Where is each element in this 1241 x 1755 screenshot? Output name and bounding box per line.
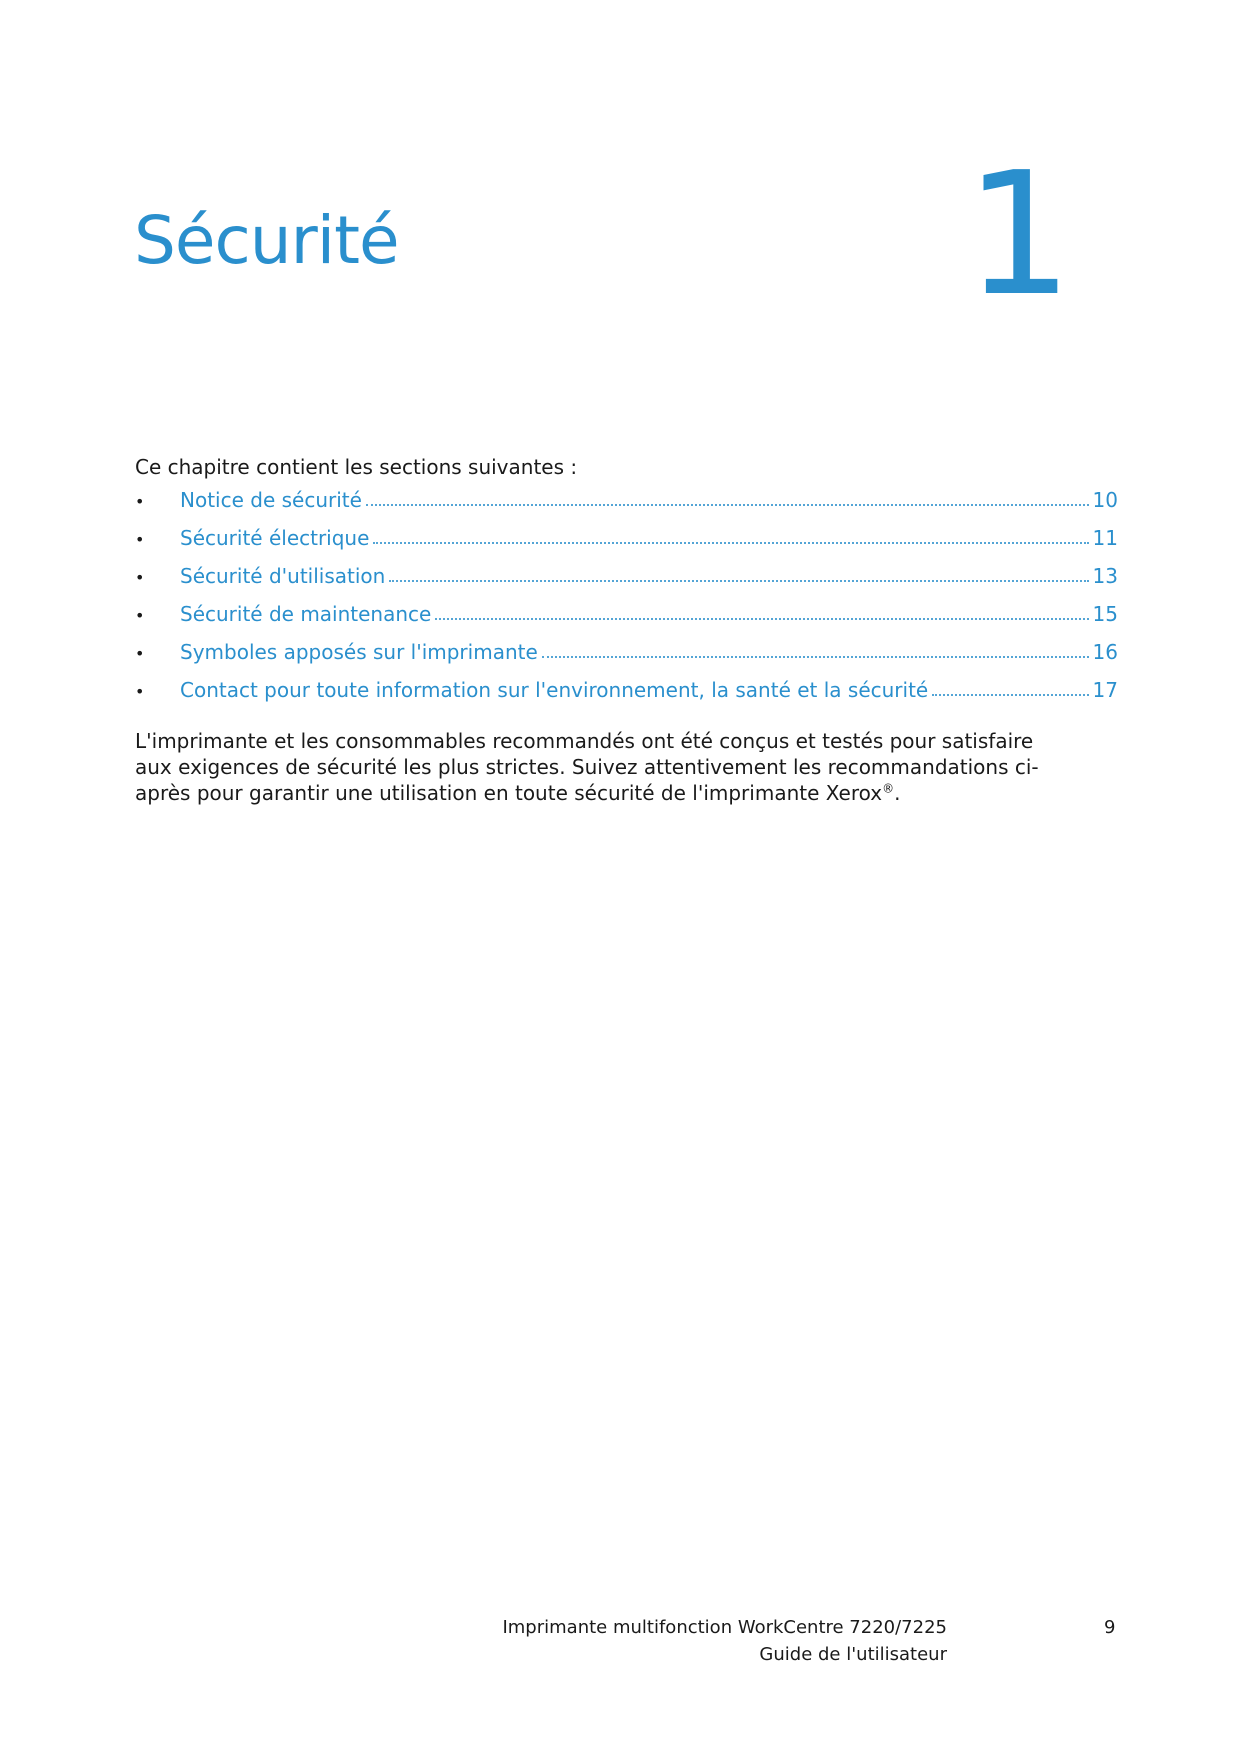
bullet-icon: • bbox=[135, 682, 145, 701]
table-of-contents bbox=[135, 485, 1118, 713]
footer-guide: Guide de l'utilisateur bbox=[759, 1644, 947, 1665]
toc-item bbox=[135, 523, 1118, 561]
toc-dot-leader bbox=[932, 693, 1088, 696]
toc-item-title: Contact pour toute information sur l'environnement, la santé et la sécurité bbox=[180, 678, 929, 702]
toc-item-page: 10 bbox=[1092, 488, 1118, 512]
body-text-end: . bbox=[894, 781, 901, 805]
bullet-icon: • bbox=[135, 568, 145, 587]
toc-item-page: 15 bbox=[1092, 602, 1118, 626]
toc-item bbox=[135, 637, 1118, 675]
toc-item bbox=[135, 675, 1118, 713]
bullet-icon: • bbox=[135, 606, 145, 625]
toc-dot-leader bbox=[389, 579, 1088, 582]
toc-link-securite-maintenance[interactable] bbox=[180, 599, 1118, 629]
toc-link-symboles[interactable] bbox=[180, 637, 1118, 667]
page-number: 9 bbox=[1104, 1617, 1116, 1638]
toc-item-title: Sécurité électrique bbox=[180, 526, 370, 550]
toc-link-securite-utilisation[interactable] bbox=[180, 561, 1118, 591]
toc-item-page: 13 bbox=[1092, 564, 1118, 588]
toc-item bbox=[135, 561, 1118, 599]
body-paragraph bbox=[135, 728, 1075, 806]
toc-item bbox=[135, 599, 1118, 637]
toc-link-securite-electrique[interactable] bbox=[180, 523, 1118, 553]
toc-link-contact[interactable] bbox=[180, 675, 1118, 705]
toc-dot-leader bbox=[373, 541, 1088, 544]
chapter-title: Sécurité bbox=[134, 202, 399, 279]
toc-item-page: 11 bbox=[1092, 526, 1118, 550]
toc-item-title: Symboles apposés sur l'imprimante bbox=[180, 640, 538, 664]
toc-link-notice-de-securite[interactable] bbox=[180, 485, 1118, 515]
body-text: L'imprimante et les consommables recommandés ont été conçus et testés pour satisfaire aux exigences de sécurité les plus strictes. Suivez attentivement les recommandations ci-après pour garantir une utilisation en toute sécurité de l'imprimante Xerox bbox=[135, 729, 1039, 805]
toc-dot-leader bbox=[435, 617, 1088, 620]
footer-product: Imprimante multifonction WorkCentre 7220/7225 bbox=[502, 1617, 947, 1638]
toc-item-title: Sécurité de maintenance bbox=[180, 602, 432, 626]
chapter-number: 1 bbox=[964, 136, 1073, 334]
page-footer bbox=[502, 1614, 947, 1668]
registered-trademark: ® bbox=[882, 781, 895, 796]
toc-item-title: Notice de sécurité bbox=[180, 488, 362, 512]
bullet-icon: • bbox=[135, 530, 145, 549]
bullet-icon: • bbox=[135, 644, 145, 663]
intro-text: Ce chapitre contient les sections suivantes : bbox=[135, 455, 578, 479]
toc-item-page: 17 bbox=[1092, 678, 1118, 702]
toc-item-title: Sécurité d'utilisation bbox=[180, 564, 386, 588]
toc-dot-leader bbox=[366, 503, 1089, 506]
bullet-icon: • bbox=[135, 492, 145, 511]
toc-item bbox=[135, 485, 1118, 523]
toc-item-page: 16 bbox=[1092, 640, 1118, 664]
toc-dot-leader bbox=[542, 655, 1089, 658]
